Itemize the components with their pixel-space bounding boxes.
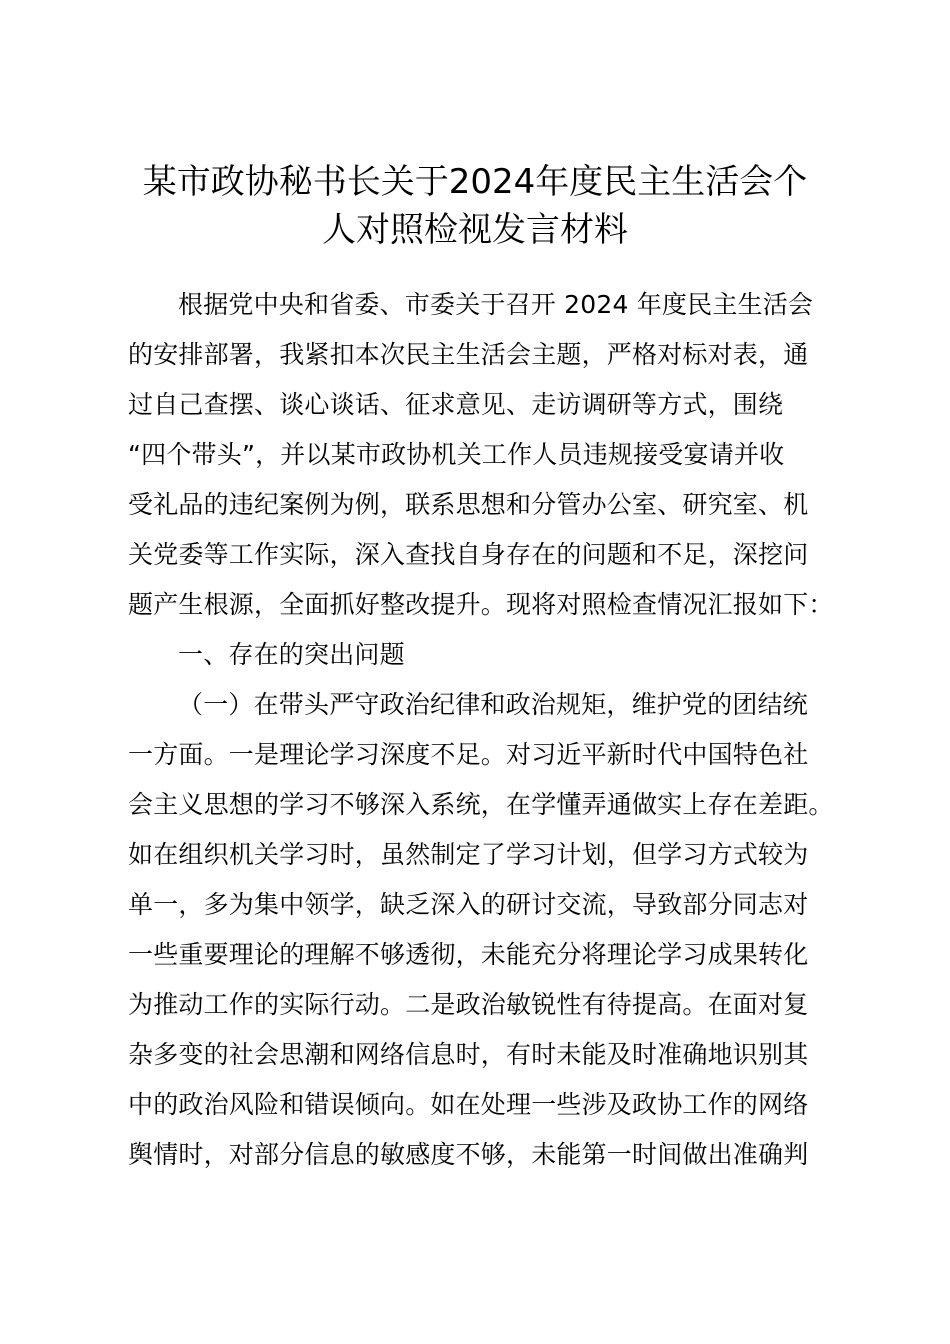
body-line: 舆情时，对部分信息的敏感度不够，未能第一时间做出准确判 (128, 1140, 809, 1169)
body-line: 过自己查摆、谈心谈话、征求意见、走访调研等方式，围绕 (128, 390, 784, 419)
body-line: “四个带头”，并以某市政协机关工作人员违规接受宴请并收 (128, 440, 785, 469)
body-line: 根据党中央和省委、市委关于召开 2024 年度民主生活会 (178, 290, 814, 319)
body-line: 受礼品的违纪案例为例，联系思想和分管办公室、研究室、机 (128, 490, 809, 519)
body-line: 中的政治风险和错误倾向。如在处理一些涉及政协工作的网络 (128, 1090, 809, 1119)
document-title-line-2: 人对照检视发言材料 (322, 210, 628, 250)
body-line: 杂多变的社会思潮和网络信息时，有时未能及时准确地识别其 (128, 1040, 809, 1069)
document-title-line-1: 某市政协秘书长关于2024年度民主生活会个 (142, 162, 808, 202)
body-line: 如在组织机关学习时，虽然制定了学习计划，但学习方式较为 (128, 840, 809, 869)
body-line: 一些重要理论的理解不够透彻，未能充分将理论学习成果转化 (128, 940, 809, 969)
body-line: （一）在带头严守政治纪律和政治规矩，维护党的团结统 (178, 690, 809, 719)
body-line: 为推动工作的实际行动。二是政治敏锐性有待提高。在面对复 (128, 990, 809, 1019)
body-line: 一方面。一是理论学习深度不足。对习近平新时代中国特色社 (128, 740, 809, 769)
body-line: 题产生根源，全面抓好整改提升。现将对照检查情况汇报如下： (128, 590, 834, 619)
body-line: 的安排部署，我紧扣本次民主生活会主题，严格对标对表，通 (128, 340, 809, 369)
body-line: 会主义思想的学习不够深入系统，在学懂弄通做实上存在差距。 (128, 790, 834, 819)
body-line: 单一，多为集中领学，缺乏深入的研讨交流，导致部分同志对 (128, 890, 809, 919)
section-heading: 一、存在的突出问题 (178, 640, 405, 669)
body-line: 关党委等工作实际，深入查找自身存在的问题和不足，深挖问 (128, 540, 809, 569)
